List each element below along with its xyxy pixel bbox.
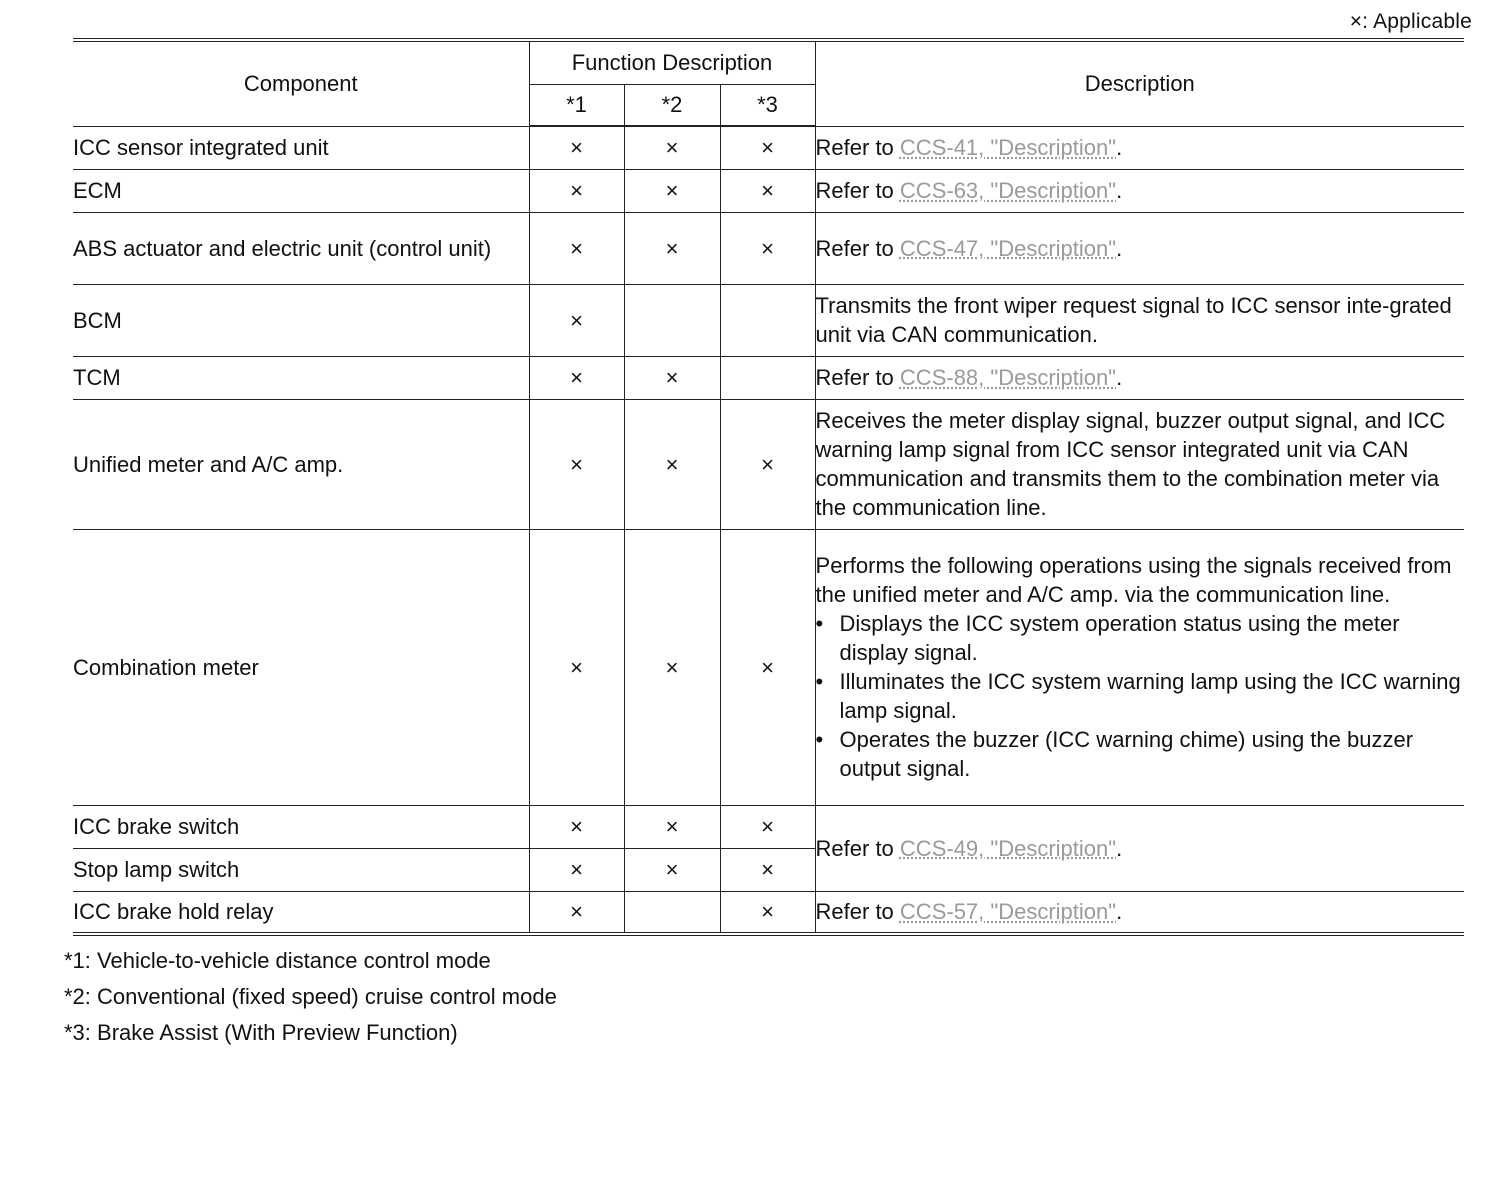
- table-row: [73, 891, 1464, 934]
- footnotes: [64, 946, 557, 1054]
- mark-cell: ×: [529, 529, 624, 805]
- component-cell: Combination meter: [73, 529, 529, 805]
- empty-cell: [624, 891, 720, 934]
- refer-text: Refer to: [815, 899, 894, 925]
- period: .: [1116, 235, 1123, 261]
- mark-cell: ×: [529, 169, 624, 212]
- period: .: [1116, 178, 1123, 203]
- mark-cell: ×: [624, 529, 720, 805]
- refer-text: Refer to: [815, 178, 894, 203]
- mark-cell: ×: [720, 848, 815, 891]
- mark-cell: ×: [529, 284, 624, 356]
- period: .: [1116, 135, 1123, 160]
- description-cell: Receives the meter display signal, buzzer output signal, and ICC warning lamp signal from ICC sensor integrated unit via CAN communication and transmits them to the combination meter via the communication line.: [815, 399, 1464, 529]
- mark-cell: ×: [720, 891, 815, 934]
- description-cell: Transmits the front wiper request signal to ICC sensor inte-grated unit via CAN communication.: [815, 284, 1464, 356]
- header-col-3: *3: [720, 84, 815, 126]
- period: .: [1116, 835, 1123, 861]
- mark-cell: ×: [624, 212, 720, 284]
- component-cell: Unified meter and A/C amp.: [73, 399, 529, 529]
- component-cell: ECM: [73, 169, 529, 212]
- description-cell: [815, 529, 1464, 805]
- mark-cell: ×: [624, 356, 720, 399]
- reference-link[interactable]: CCS-49, "Description": [899, 835, 1117, 861]
- mark-cell: ×: [720, 212, 815, 284]
- description-cell: [815, 805, 1464, 891]
- operation-list: [816, 609, 1465, 783]
- mark-cell: ×: [624, 805, 720, 848]
- mark-cell: ×: [529, 126, 624, 169]
- component-cell: ABS actuator and electric unit (control unit): [73, 212, 529, 284]
- component-cell: Stop lamp switch: [73, 848, 529, 891]
- description-cell: [815, 126, 1464, 169]
- table-row: [73, 212, 1464, 284]
- mark-cell: ×: [624, 399, 720, 529]
- mark-cell: ×: [624, 848, 720, 891]
- description-cell: [815, 356, 1464, 399]
- component-cell: ICC brake switch: [73, 805, 529, 848]
- reference-link[interactable]: CCS-63, "Description": [899, 178, 1117, 203]
- mark-cell: ×: [624, 169, 720, 212]
- header-component: Component: [73, 40, 529, 126]
- reference-link[interactable]: CCS-57, "Description": [899, 899, 1117, 925]
- header-col-1: *1: [529, 84, 624, 126]
- period: .: [1116, 365, 1123, 390]
- mark-cell: ×: [720, 399, 815, 529]
- mark-cell: ×: [529, 805, 624, 848]
- component-cell: ICC sensor integrated unit: [73, 126, 529, 169]
- mark-cell: ×: [529, 848, 624, 891]
- header-function-description: Function Description: [529, 40, 815, 84]
- table-row: [73, 169, 1464, 212]
- table-row: [73, 805, 1464, 848]
- header-description: Description: [815, 40, 1464, 126]
- header-col-2: *2: [624, 84, 720, 126]
- mark-cell: ×: [720, 529, 815, 805]
- footnote: *2: Conventional (fixed speed) cruise control mode: [64, 984, 557, 1009]
- list-item: • Displays the ICC system operation status using the meter display signal.: [816, 609, 1465, 667]
- refer-text: Refer to: [815, 135, 894, 160]
- component-cell: BCM: [73, 284, 529, 356]
- reference-link[interactable]: CCS-47, "Description": [899, 235, 1117, 261]
- mark-cell: ×: [720, 805, 815, 848]
- mark-cell: ×: [529, 356, 624, 399]
- mark-cell: ×: [720, 126, 815, 169]
- mark-cell: ×: [529, 399, 624, 529]
- component-table: [73, 38, 1464, 936]
- table-row: [73, 284, 1464, 356]
- list-item: • Operates the buzzer (ICC warning chime) using the buzzer output signal.: [816, 725, 1465, 783]
- refer-text: Refer to: [815, 835, 894, 861]
- reference-link[interactable]: CCS-88, "Description": [899, 365, 1117, 390]
- empty-cell: [624, 284, 720, 356]
- description-cell: [815, 212, 1464, 284]
- table-row: [73, 356, 1464, 399]
- empty-cell: [720, 356, 815, 399]
- mark-cell: ×: [624, 126, 720, 169]
- description-text: Performs the following operations using the signals received from the unified meter and A/C amp. via the communication line.: [815, 553, 1452, 607]
- refer-text: Refer to: [815, 365, 894, 390]
- description-cell: [815, 169, 1464, 212]
- applicable-legend: ×: Applicable: [1349, 10, 1472, 33]
- component-cell: ICC brake hold relay: [73, 891, 529, 934]
- table-row: [73, 529, 1464, 805]
- component-cell: TCM: [73, 356, 529, 399]
- mark-cell: ×: [720, 169, 815, 212]
- description-cell: [815, 891, 1464, 934]
- period: .: [1116, 899, 1123, 925]
- empty-cell: [720, 284, 815, 356]
- reference-link[interactable]: CCS-41, "Description": [899, 135, 1117, 160]
- footnote: *1: Vehicle-to-vehicle distance control mode: [64, 948, 491, 973]
- table-row: [73, 126, 1464, 169]
- list-item: • Illuminates the ICC system warning lamp using the ICC warning lamp signal.: [816, 667, 1465, 725]
- table-row: [73, 399, 1464, 529]
- refer-text: Refer to: [815, 235, 894, 261]
- footnote: *3: Brake Assist (With Preview Function): [64, 1020, 458, 1045]
- mark-cell: ×: [529, 891, 624, 934]
- mark-cell: ×: [529, 212, 624, 284]
